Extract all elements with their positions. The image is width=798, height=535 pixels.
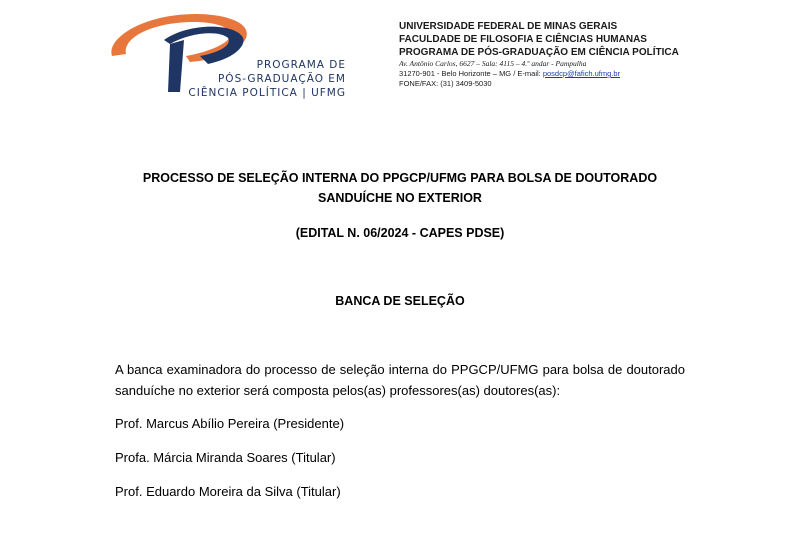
logo-line-1: PROGRAMA DE (256, 59, 346, 71)
program-name: PROGRAMA DE PÓS-GRADUAÇÃO EM CIÊNCIA POLÍTICA (399, 47, 679, 58)
cep-email-line (399, 69, 779, 79)
edital-reference: (EDITAL N. 06/2024 - CAPES PDSE) (295, 226, 505, 240)
section-heading: BANCA DE SELEÇÃO (335, 294, 465, 308)
phone: FONE/FAX: (31) 3409-5030 (399, 79, 492, 88)
member-1: Prof. Marcus Abílio Pereira (Presidente) (115, 416, 345, 431)
university-name: UNIVERSIDADE FEDERAL DE MINAS GERAIS (399, 21, 618, 32)
institution-header (399, 20, 779, 89)
program-logo (104, 10, 354, 99)
document-title (100, 168, 700, 208)
title-line-1: PROCESSO DE SELEÇÃO INTERNA DO PPGCP/UFMG PARA BOLSA DE DOUTORADO (142, 171, 658, 185)
cep-text: 31270-901 - Belo Horizonte – MG / E-mail: (399, 69, 543, 78)
logo-line-2: PÓS-GRADUAÇÃO EM (217, 73, 346, 85)
member-2: Profa. Márcia Miranda Soares (Titular) (115, 450, 336, 465)
title-line-2: SANDUÍCHE NO EXTERIOR (318, 191, 482, 205)
email-link[interactable]: posdcp@fafich.ufmg.br (542, 69, 621, 78)
faculty-name: FACULDADE DE FILOSOFIA E CIÊNCIAS HUMANAS (399, 34, 647, 45)
member-3: Prof. Eduardo Moreira da Silva (Titular) (115, 484, 341, 499)
address: Av. Antônio Carlos, 6627 – Sala: 4115 – 4.º andar - Pampulha (399, 59, 587, 68)
logo-line-3: CIÊNCIA POLÍTICA | UFMG (188, 87, 346, 99)
body-paragraph: A banca examinadora do processo de seleção interna do PPGCP/UFMG para bolsa de doutorado sanduíche no exterior será composta pelos(as) professores(as) doutores(as): (115, 362, 685, 398)
